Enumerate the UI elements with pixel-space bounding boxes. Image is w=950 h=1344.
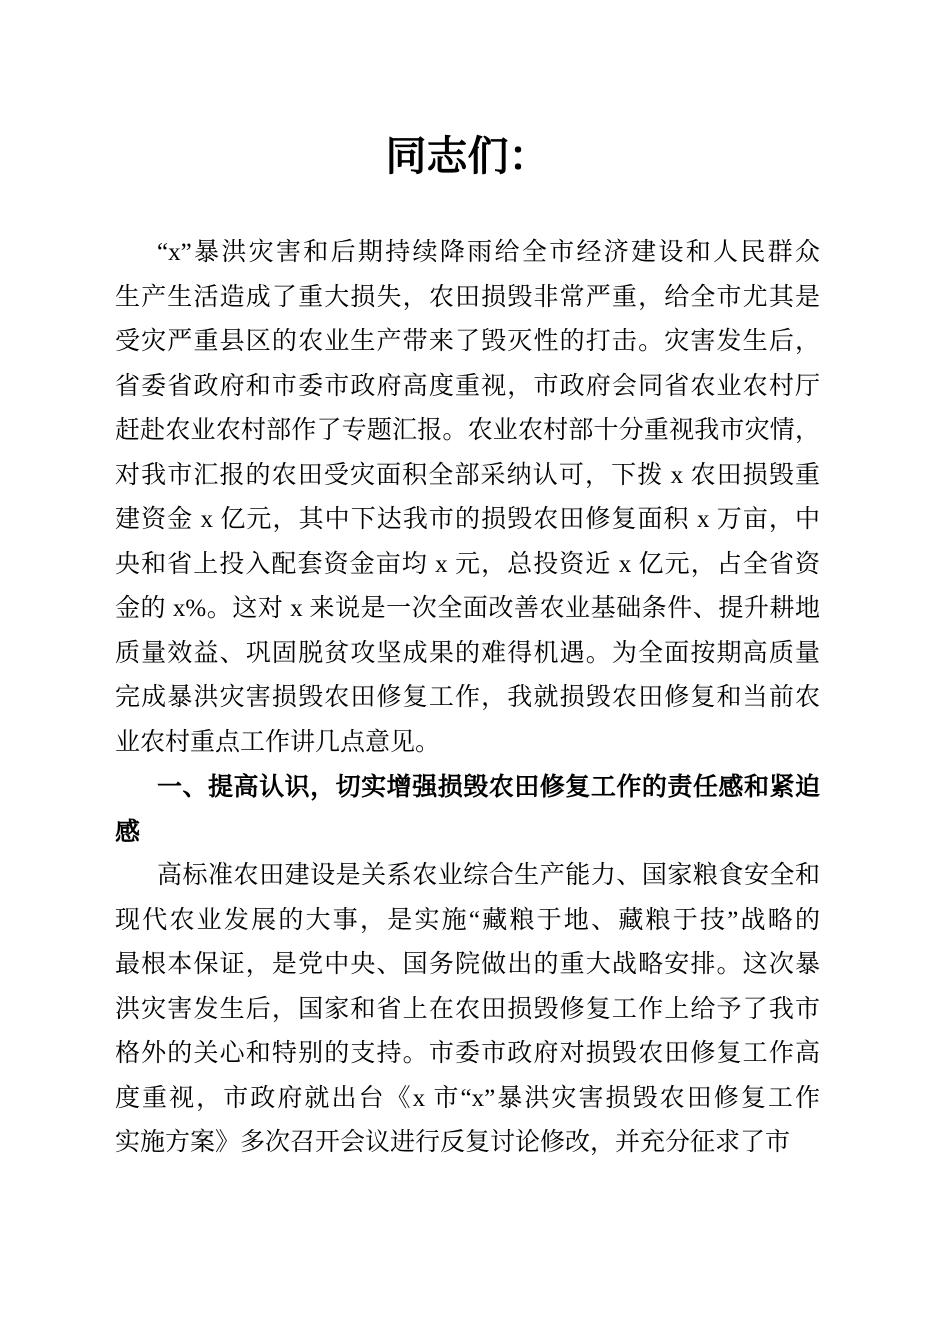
paragraph-line: 质量效益、巩固脱贫攻坚成果的难得机遇。为全面按期高质量 bbox=[115, 639, 820, 667]
paragraph-line: 高标准农田建设是关系农业综合生产能力、国家粮食安全和 bbox=[157, 862, 820, 889]
paragraph-line: 洪灾害发生后，国家和省上在农田损毁修复工作上给予了我市 bbox=[115, 995, 820, 1023]
section-heading-line: 一、提高认识，切实增强损毁农田修复工作的责任感和紧迫 bbox=[157, 773, 820, 801]
paragraph-line: 赶赴农业农村部作了专题汇报。农业农村部十分重视我市灾情， bbox=[115, 417, 820, 444]
paragraph-line: 央和省上投入配套资金亩均 x 元，总投资近 x 亿元，占全省资 bbox=[115, 550, 820, 578]
section-heading-line: 感 bbox=[115, 817, 141, 846]
paragraph-line: “x”暴洪灾害和后期持续降雨给全市经济建设和人民群众 bbox=[157, 239, 820, 266]
paragraph-line: 完成暴洪灾害损毁农田修复工作，我就损毁农田修复和当前农 bbox=[115, 684, 820, 711]
paragraph-line: 省委省政府和市委市政府高度重视，市政府会同省农业农村厅 bbox=[115, 372, 820, 400]
paragraph-line: 对我市汇报的农田受灾面积全部采纳认可，下拨 x 农田损毁重 bbox=[115, 461, 820, 489]
paragraph-line: 现代农业发展的大事，是实施“藏粮于地、藏粮于技”战略的 bbox=[115, 906, 820, 934]
paragraph-line: 最根本保证，是党中央、国务院做出的重大战略安排。这次暴 bbox=[115, 951, 820, 978]
paragraph-line: 生产生活造成了重大损失，农田损毁非常严重，给全市尤其是 bbox=[115, 283, 820, 311]
paragraph-line: 业农村重点工作讲几点意见。 bbox=[115, 728, 441, 756]
document-body bbox=[115, 231, 820, 1166]
document-title: 同志们： bbox=[385, 133, 550, 179]
paragraph-line: 建资金 x 亿元，其中下达我市的损毁农田修复面积 x 万亩，中 bbox=[115, 506, 820, 533]
paragraph-line: 度重视，市政府就出台《x 市“x”暴洪灾害损毁农田修复工作 bbox=[115, 1084, 820, 1112]
paragraph-line: 受灾严重县区的农业生产带来了毁灭性的打击。灾害发生后， bbox=[115, 328, 820, 355]
paragraph-line: 格外的关心和特别的支持。市委市政府对损毁农田修复工作高 bbox=[115, 1040, 820, 1067]
paragraph-line: 金的 x%。这对 x 来说是一次全面改善农业基础条件、提升耕地 bbox=[115, 595, 820, 622]
paragraph-line: 实施方案》多次召开会议进行反复讨论修改，并充分征求了市 bbox=[115, 1129, 791, 1156]
